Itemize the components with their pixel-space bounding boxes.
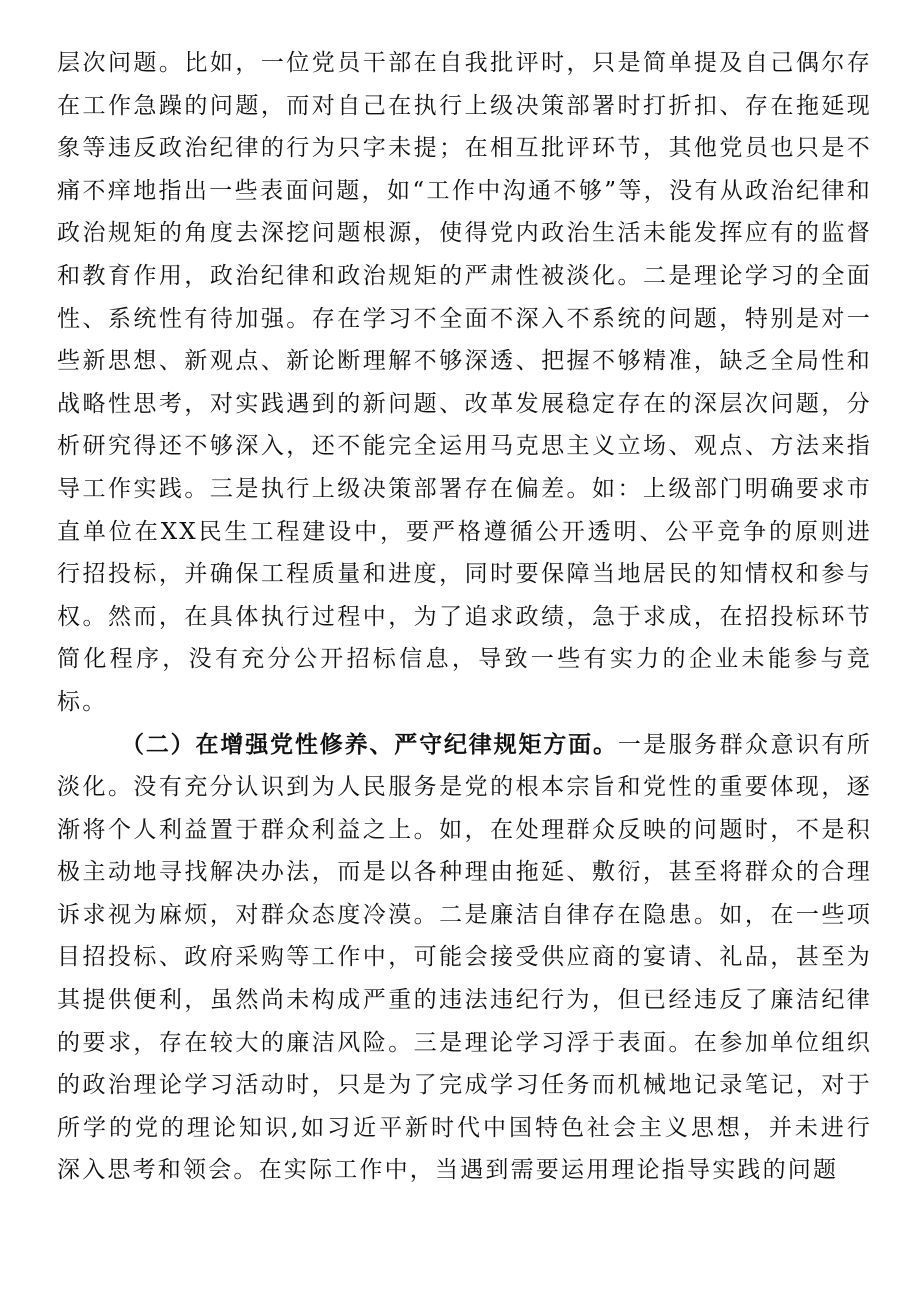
body-paragraph-2: [57, 724, 872, 1193]
section-2-text: 一是服务群众意识有所淡化。没有充分认识到为人民服务是党的根本宗旨和党性的重要体现，逐渐将个人利益置于群众利益之上。如，在处理群众反映的问题时，不是积极主动地寻找解决办法，而是以各种理由拖延、敷衍，甚至将群众的合理诉求视为麻烦，对群众态度冷漠。二是廉洁自律存在隐患。如，在一些项目招投标、政府采购等工作中，可能会接受供应商的宴请、礼品，甚至为其提供便利，虽然尚未构成严重的违法违纪行为，但已经违反了廉洁纪律的要求，存在较大的廉洁风险。三是理论学习浮于表面。在参加单位组织的政治理论学习活动时，只是为了完成学习任务而机械地记录笔记，对于所学的党的理论知识,如习近平新时代中国特色社会主义思想，并未进行深入思考和领会。在实际工作中，当遇到需要运用理论指导实践的问题: [57, 731, 873, 1184]
section-heading-2: （二）在增强党性修养、严守纪律规矩方面。: [121, 731, 618, 758]
body-paragraph-1: 层次问题。比如，一位党员干部在自我批评时，只是简单提及自己偶尔存在工作急躁的问题，而对自己在执行上级决策部署时打折扣、存在拖延现象等违反政治纪律的行为只字未提；在相互批评环节，其他党员也只是不痛不痒地指出一些表面问题，如“工作中沟通不够”等，没有从政治纪律和政治规矩的角度去深挖问题根源，使得党内政治生活未能发挥应有的监督和教育作用，政治纪律和政治规矩的严肃性被淡化。二是理论学习的全面性、系统性有待加强。存在学习不全面不深入不系统的问题，特别是对一些新思想、新观点、新论断理解不够深透、把握不够精准，缺乏全局性和战略性思考，对实践遇到的新问题、改革发展稳定存在的深层次问题，分析研究得还不够深入，还不能完全运用马克思主义立场、观点、方法来指导工作实践。三是执行上级决策部署存在偏差。如：上级部门明确要求市直单位在XX民生工程建设中，要严格遵循公开透明、公平竞争的原则进行招投标，并确保工程质量和进度，同时要保障当地居民的知情权和参与权。然而，在具体执行过程中，为了追求政绩，急于求成，在招投标环节简化程序，没有充分公开招标信息，导致一些有实力的企业未能参与竞标。: [57, 50, 872, 715]
